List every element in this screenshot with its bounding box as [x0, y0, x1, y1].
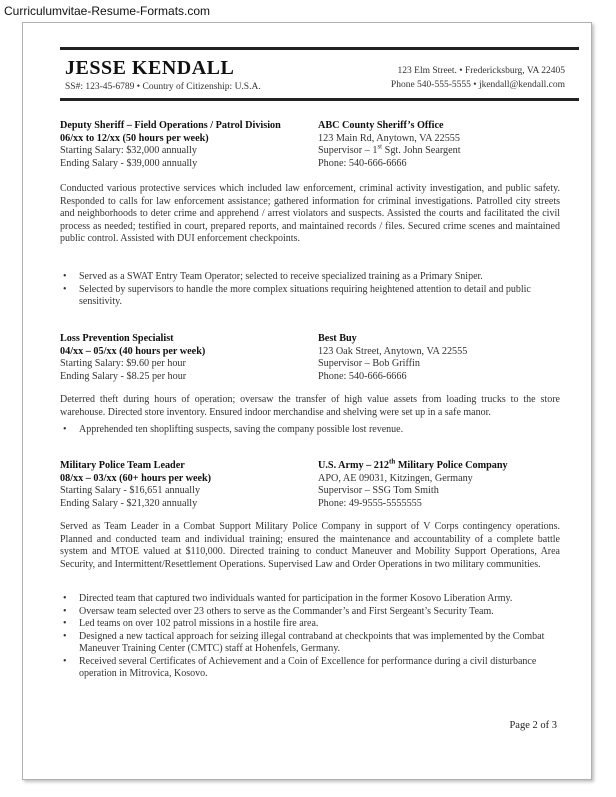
site-watermark: Curriculumvitae-Resume-Formats.com: [4, 4, 211, 18]
candidate-name: JESSE KENDALL: [65, 57, 235, 79]
employer-phone: Phone: 540-666-6666: [318, 370, 407, 382]
ssn-citizenship: SS#: 123-45-6789 • Country of Citizenship: U.S.A.: [65, 82, 261, 92]
job-title: Loss Prevention Specialist: [60, 333, 174, 344]
supervisor: Supervisor – SSG Tom Smith: [318, 485, 439, 497]
list-item: • Received several Certificates of Achievement and a Coin of Excellence for performance during a civil disturbance operation in Mitrovica, Kosovo.: [60, 656, 560, 681]
job-accomplishments: [60, 424, 560, 437]
job-details: [60, 120, 310, 170]
employer-phone: Phone: 49-9555-5555555: [318, 497, 422, 509]
employer-details: [318, 333, 568, 383]
employer-name: ABC County Sheriff’s Office: [318, 120, 444, 131]
list-item: • Oversaw team selected over 23 others to serve as the Commander’s and First Sergeant’s Security Team.: [60, 606, 560, 619]
job-dates: 04/xx – 05/xx (40 hours per week): [60, 345, 206, 357]
job-details: [60, 460, 310, 510]
job-dates: 08/xx – 03/xx (60+ hours per week): [60, 472, 212, 484]
list-item: • Led teams on over 102 patrol missions in a hostile fire area.: [60, 618, 560, 631]
job-details: [60, 333, 310, 383]
header-bottom-rule: [60, 98, 579, 101]
job-accomplishments: [60, 593, 560, 681]
employer-name: U.S. Army – 212th Military Police Company: [318, 457, 508, 471]
list-item: • Directed team that captured two individuals wanted for participation in the former Kosovo Liberation Army.: [60, 593, 560, 606]
job-title: Military Police Team Leader: [60, 460, 185, 471]
page-number: Page 2 of 3: [509, 720, 557, 731]
list-item: • Selected by supervisors to handle the more complex situations requiring heightened attention to detail and public sensitivity.: [60, 284, 560, 309]
ending-salary: Ending Salary - $39,000 annually: [60, 157, 198, 169]
list-item: • Served as a SWAT Entry Team Operator; selected to receive specialized training as a Primary Sniper.: [60, 271, 560, 284]
job-description: Deterred theft during hours of operation; oversaw the transfer of high value assets from loading trucks to the store warehouse. Directed store inventory. Ensured indoor merchandise and shelving were set up in a safe manor.: [60, 394, 560, 418]
supervisor: Supervisor – 1st Sgt. John Seargent: [318, 142, 461, 157]
list-item: • Apprehended ten shoplifting suspects, saving the company possible lost revenue.: [60, 424, 560, 437]
job-title: Deputy Sheriff – Field Operations / Patrol Division: [60, 120, 281, 131]
employer-details: [318, 120, 568, 170]
employer-address: APO, AE 09031, Kitzingen, Germany: [318, 472, 473, 484]
starting-salary: Starting Salary: $9.60 per hour: [60, 358, 186, 370]
job-accomplishments: [60, 271, 560, 309]
job-description: Served as Team Leader in a Combat Support Military Police Company in support of V Corps contingency operations. Planned and conducted team and individual training; ensured the maintenance and accountability of a complete battle system and MTOE valued at $110,000. Directed training to conduct Maneuver and Mobility Support Operations, Area Security, and Intermittent/Resettlement Operations. Supervised Law and Order Operations in two military communities.: [60, 521, 560, 570]
ending-salary: Ending Salary - $21,320 annually: [60, 497, 198, 509]
job-description: Conducted various protective services which included law enforcement, criminal activity investigation, and public safety. Responded to calls for law enforcement assistance; gathered information for criminal investigations. Patrolled city streets and neighborhoods to deter crime and apprehend / arrest violators and suspects. Assisted the courts and facilitated the civil process as needed; testified in court, prepared reports, and maintained records / files. Secured crime scenes and maintained public control. Assisted with DUI enforcement checkpoints.: [60, 183, 560, 244]
employer-details: [318, 457, 568, 510]
employer-phone: Phone: 540-666-6666: [318, 157, 407, 169]
employer-name: Best Buy: [318, 333, 357, 344]
starting-salary: Starting Salary - $16,651 annually: [60, 485, 201, 497]
contact-block: [391, 64, 565, 92]
starting-salary: Starting Salary: $32,000 annually: [60, 145, 197, 157]
job-dates: 06/xx to 12/xx (50 hours per week): [60, 132, 209, 144]
ending-salary: Ending Salary - $8.25 per hour: [60, 370, 187, 382]
employer-address: 123 Main Rd, Anytown, VA 22555: [318, 132, 460, 144]
employer-address: 123 Oak Street, Anytown, VA 22555: [318, 345, 468, 357]
contact-address: 123 Elm Street. • Fredericksburg, VA 22405: [397, 66, 565, 76]
resume-page: [22, 22, 592, 780]
header-top-rule: [60, 47, 579, 50]
contact-phone-email: Phone 540-555-5555 • jkendall@kendall.com: [390, 80, 565, 90]
list-item: • Designed a new tactical approach for seizing illegal contraband at checkpoints that was implemented by the Combat Maneuver Training Center (CMTC) staff at Hohenfels, Germany.: [60, 631, 560, 656]
supervisor: Supervisor – Bob Griffin: [318, 358, 420, 370]
